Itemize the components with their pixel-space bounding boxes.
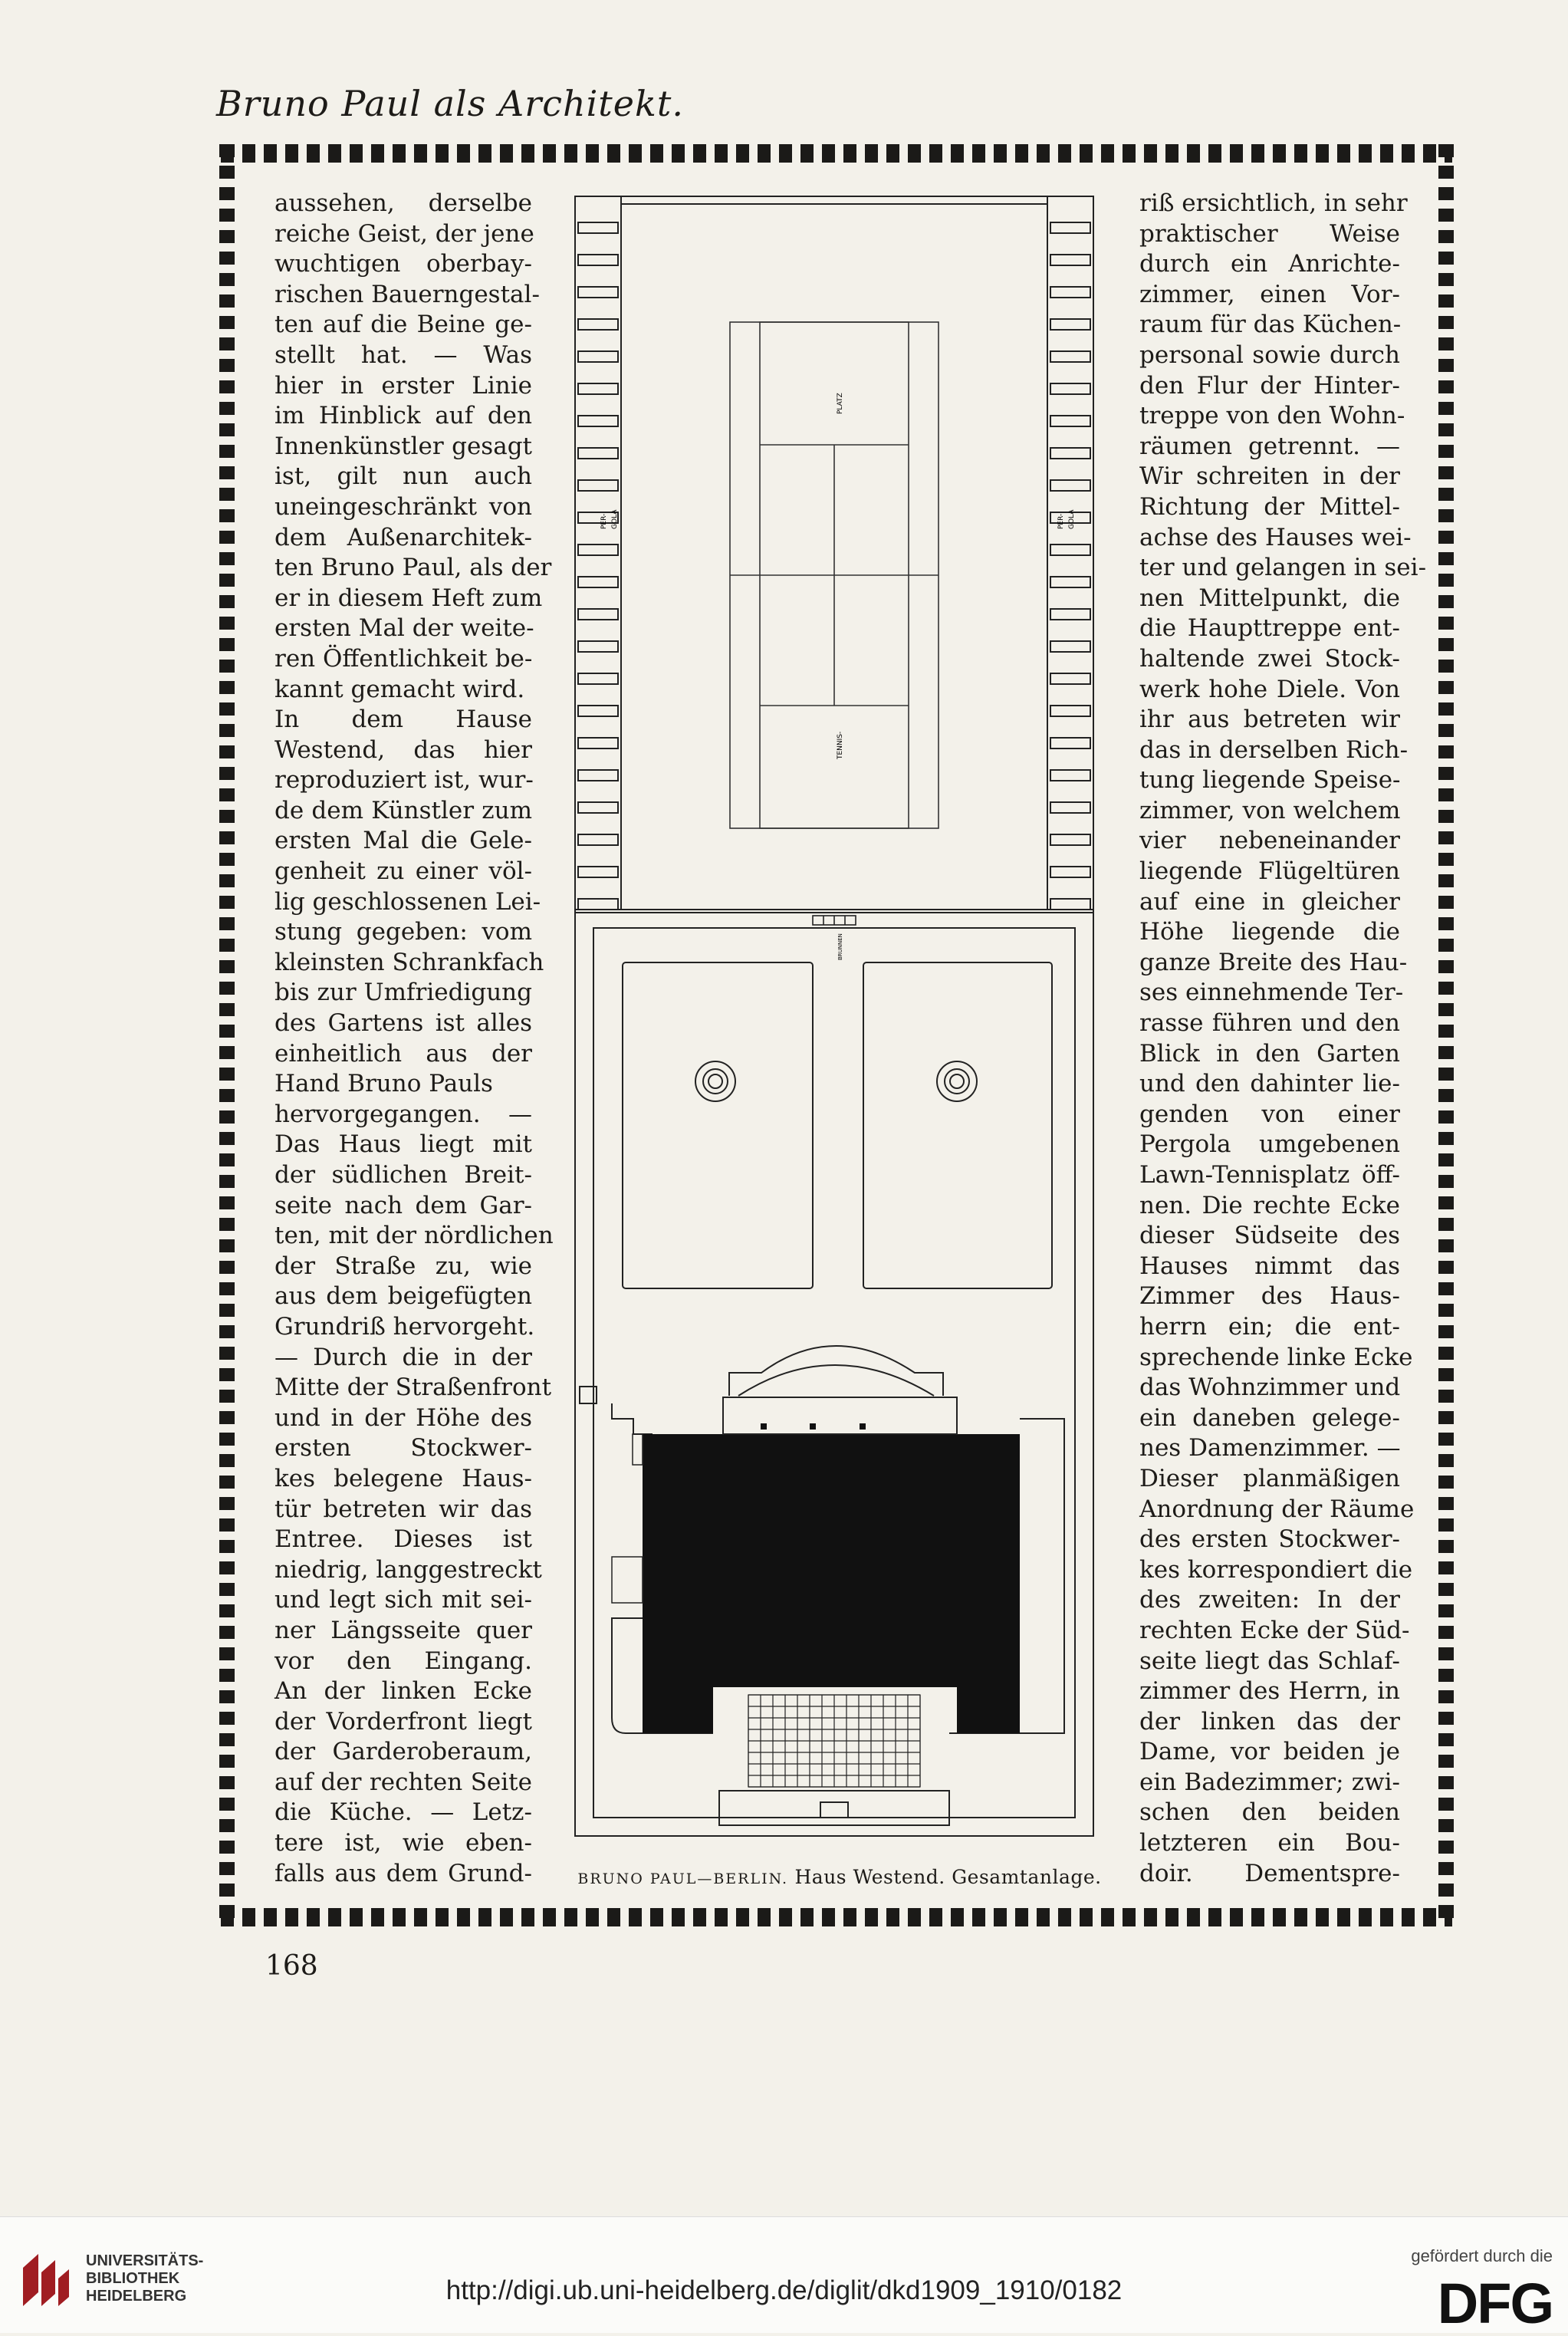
text-line: aus dem beigefügten: [274, 1282, 532, 1311]
text-line: und in der Höhe des: [274, 1403, 532, 1432]
site-plan-drawing: [566, 192, 1103, 1848]
text-line: ersten Mal die Gele-: [274, 827, 532, 855]
page-border-right: [1438, 144, 1454, 1926]
text-line: nen Mittelpunkt, die: [1139, 584, 1400, 612]
dfg-logo: DFG: [1437, 2272, 1553, 2335]
text-line: kes belegene Haus-: [274, 1464, 532, 1492]
text-line: auf eine in gleicher: [1139, 887, 1400, 916]
text-line: Anordnung der Räume: [1139, 1495, 1415, 1523]
text-line: tere ist, wie eben-: [274, 1829, 532, 1857]
text-line: de dem Künstler zum: [274, 796, 532, 824]
text-line: achse des Hauses wei-: [1139, 523, 1412, 551]
text-line: Pergola umgebenen: [1139, 1130, 1400, 1159]
text-line: ten auf die Beine ge-: [274, 311, 532, 339]
text-line: niedrig, langgestreckt: [274, 1555, 542, 1584]
text-line: ganze Breite des Hau-: [1139, 948, 1408, 976]
text-line: Lawn-Tennisplatz öff-: [1139, 1161, 1400, 1189]
text-line: auf der rechten Seite: [274, 1768, 532, 1796]
brunnen-label: BRUNNEN: [837, 933, 843, 960]
text-line: genheit zu einer völ-: [274, 857, 532, 886]
text-line: letzteren ein Bou-: [1139, 1829, 1400, 1857]
text-line: wuchtigen oberbay-: [274, 250, 532, 278]
text-line: falls aus dem Grund-: [274, 1859, 532, 1887]
text-line: reiche Geist, der jene: [274, 219, 534, 248]
text-line: Westend, das hier: [274, 735, 532, 764]
text-line: der Straße zu, wie: [274, 1252, 532, 1280]
text-line: Hauses nimmt das: [1139, 1252, 1400, 1280]
text-line: lig geschlossenen Lei-: [274, 887, 541, 916]
digitization-footer: [0, 2216, 1568, 2333]
text-line: Wir schreiten in der: [1139, 462, 1400, 491]
text-line: Entree. Dieses ist: [274, 1525, 532, 1554]
text-line: Innenkünstler gesagt: [274, 432, 532, 460]
text-line: ein Badezimmer; zwi-: [1139, 1768, 1400, 1796]
text-line: das in derselben Rich-: [1139, 735, 1409, 764]
text-line: sprechende linke Ecke: [1139, 1343, 1413, 1371]
text-line: im Hinblick auf den: [274, 402, 532, 430]
text-line: bis zur Umfriedigung: [274, 979, 532, 1007]
caption-title: Haus Westend. Gesamtanlage.: [794, 1866, 1102, 1888]
left-text-column: [274, 189, 554, 1889]
text-line: die Haupttreppe ent-: [1139, 614, 1400, 643]
text-line: ter und gelangen in sei-: [1139, 554, 1427, 582]
pergola-left-label-2: GOLA: [611, 509, 619, 529]
text-line: tung liegende Speise-: [1139, 766, 1401, 795]
caption-author: BRUNO PAUL—BERLIN.: [577, 1870, 789, 1887]
text-line: vor den Eingang.: [274, 1647, 532, 1675]
text-line: aussehen, derselbe: [274, 189, 532, 217]
text-line: und legt sich mit sei-: [274, 1586, 532, 1614]
text-line: des ersten Stockwer-: [1139, 1525, 1400, 1554]
text-line: liegende Flügeltüren: [1139, 857, 1400, 886]
text-line: zimmer, von welchem: [1139, 796, 1401, 824]
text-line: ist, gilt nun auch: [274, 462, 532, 491]
text-line: rasse führen und den: [1139, 1009, 1400, 1038]
text-line: ein daneben gelege-: [1139, 1403, 1400, 1432]
text-line: Zimmer des Haus-: [1139, 1282, 1400, 1311]
platz-label: PLATZ: [837, 393, 844, 414]
figure-caption: [571, 1866, 1108, 1888]
text-line: ersten Stockwer-: [274, 1434, 532, 1462]
text-line: Richtung der Mittel-: [1139, 492, 1400, 521]
text-line: herrn ein; die ent-: [1139, 1312, 1400, 1341]
text-line: riß ersichtlich, in sehr: [1139, 189, 1408, 217]
text-line: schen den beiden: [1139, 1798, 1400, 1827]
text-line: An der linken Ecke: [274, 1677, 532, 1706]
text-line: ren Öffentlichkeit be-: [274, 644, 533, 673]
text-line: Das Haus liegt mit: [274, 1130, 532, 1159]
text-line: stellt hat. — Was: [274, 341, 532, 369]
pergola-right-label-1: PER-: [1057, 513, 1065, 529]
library-line-1: UNIVERSITÄTS-: [86, 2252, 204, 2269]
text-line: reproduziert ist, wur-: [274, 766, 534, 795]
text-line: er in diesem Heft zum: [274, 584, 543, 612]
text-line: stung gegeben: vom: [274, 918, 532, 946]
tennis-label: TENNIS-: [837, 731, 844, 759]
text-line: tür betreten wir das: [274, 1495, 532, 1523]
text-line: des zweiten: In der: [1139, 1586, 1400, 1614]
page-number: 168: [265, 1950, 318, 1982]
pergola-left-label-1: PER-: [600, 513, 608, 529]
text-line: ner Längsseite quer: [274, 1616, 532, 1644]
library-line-2: BIBLIOTHEK: [86, 2270, 180, 2287]
text-line: Höhe liegende die: [1139, 918, 1400, 946]
permalink-url[interactable]: http://digi.ub.uni-heidelberg.de/diglit/dkd1909_1910/0182: [445, 2275, 1123, 2305]
text-line: nes Damenzimmer. —: [1139, 1434, 1401, 1462]
text-line: praktischer Weise: [1139, 219, 1400, 248]
text-line: ten Bruno Paul, als der: [274, 554, 552, 582]
text-line: kannt gemacht wird.: [274, 675, 525, 703]
text-line: hier in erster Linie: [274, 371, 532, 400]
running-head: Bruno Paul als Architekt.: [216, 83, 684, 124]
pergola-right-label-2: GOLA: [1068, 509, 1076, 529]
text-line: durch ein Anrichte-: [1139, 250, 1400, 278]
text-line: rechten Ecke der Süd-: [1139, 1616, 1410, 1644]
text-line: Dieser planmäßigen: [1139, 1464, 1400, 1492]
text-line: hervorgegangen. —: [274, 1100, 532, 1128]
text-line: zimmer, einen Vor-: [1139, 280, 1400, 308]
text-line: ten, mit der nördlichen: [274, 1222, 554, 1250]
text-line: nen. Die rechte Ecke: [1139, 1191, 1400, 1219]
text-line: der Garderoberaum,: [274, 1738, 532, 1766]
text-line: Mitte der Straßenfront: [274, 1374, 552, 1402]
text-line: zimmer des Herrn, in: [1139, 1677, 1400, 1706]
text-line: treppe von den Wohn-: [1139, 402, 1405, 430]
text-line: Hand Bruno Pauls: [274, 1070, 493, 1098]
text-line: werk hohe Diele. Von: [1139, 675, 1400, 703]
text-line: seite liegt das Schlaf-: [1139, 1647, 1400, 1675]
text-line: ses einnehmende Ter-: [1139, 979, 1404, 1007]
text-line: Grundriß hervorgeht.: [274, 1312, 535, 1341]
page-border-top: [221, 144, 1452, 163]
page-border-bottom: [221, 1908, 1452, 1926]
text-line: — Durch die in der: [274, 1343, 532, 1371]
text-line: ihr aus betreten wir: [1139, 706, 1400, 734]
text-line: doir. Dementspre-: [1139, 1859, 1400, 1887]
funded-by-label: gefördert durch die: [1411, 2246, 1553, 2265]
text-line: uneingeschränkt von: [274, 492, 532, 521]
page-border-left: [219, 144, 235, 1926]
text-line: personal sowie durch: [1139, 341, 1400, 369]
text-line: kleinsten Schrankfach: [274, 948, 544, 976]
text-line: Dame, vor beiden je: [1139, 1738, 1400, 1766]
text-line: ersten Mal der weite-: [274, 614, 534, 643]
text-line: genden von einer: [1139, 1100, 1400, 1128]
text-line: dieser Südseite des: [1139, 1222, 1400, 1250]
text-line: seite nach dem Gar-: [274, 1191, 532, 1219]
text-line: den Flur der Hinter-: [1139, 371, 1400, 400]
text-line: haltende zwei Stock-: [1139, 644, 1400, 673]
text-line: kes korrespondiert die: [1139, 1555, 1413, 1584]
text-line: vier nebeneinander: [1139, 827, 1400, 855]
text-line: rischen Bauerngestal-: [274, 280, 540, 308]
text-line: In dem Hause: [274, 706, 532, 734]
text-line: die Küche. — Letz-: [274, 1798, 532, 1827]
text-line: das Wohnzimmer und: [1139, 1374, 1401, 1402]
text-line: einheitlich aus der: [274, 1039, 532, 1068]
text-line: der linken das der: [1139, 1707, 1400, 1736]
right-text-column: [1139, 189, 1427, 1889]
text-line: der südlichen Breit-: [274, 1161, 532, 1189]
text-line: dem Außenarchitek-: [274, 523, 532, 551]
library-line-3: HEIDELBERG: [86, 2288, 187, 2305]
text-line: raum für das Küchen-: [1139, 311, 1402, 339]
text-line: Blick in den Garten: [1139, 1039, 1400, 1068]
text-line: der Vorderfront liegt: [274, 1707, 532, 1736]
text-line: und den dahinter lie-: [1139, 1070, 1400, 1098]
text-line: räumen getrennt. —: [1139, 432, 1400, 460]
text-line: des Gartens ist alles: [274, 1009, 532, 1038]
